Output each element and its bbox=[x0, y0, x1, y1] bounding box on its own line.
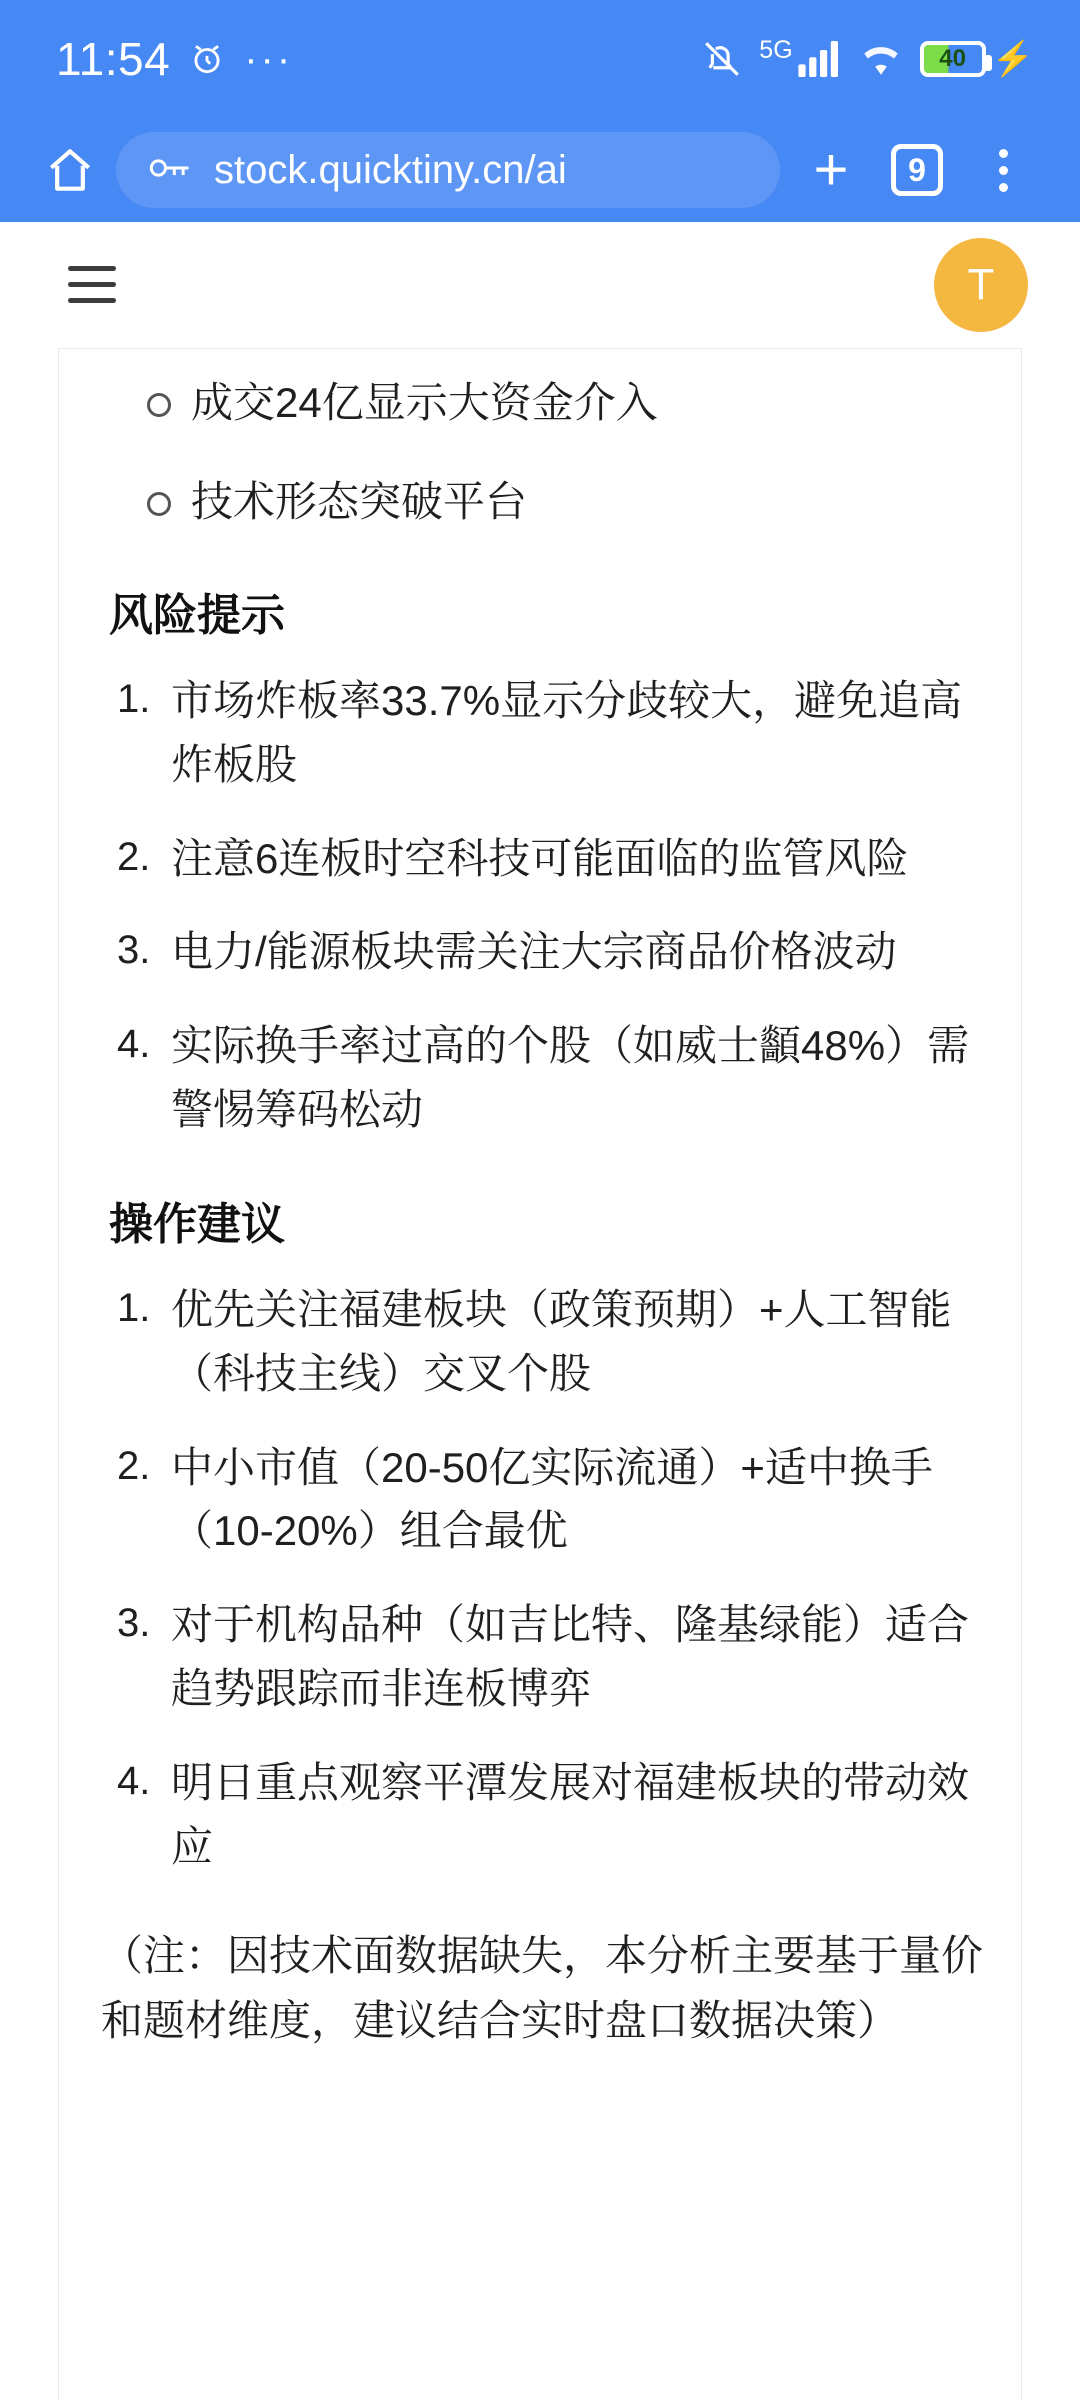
list-item: 注意6连板时空科技可能面临的监管风险 bbox=[171, 834, 909, 882]
browser-toolbar bbox=[0, 118, 1080, 222]
alarm-icon bbox=[188, 40, 226, 78]
list-item: 明日重点观察平潭发展对福建板块的带动效应 bbox=[171, 1758, 970, 1870]
status-bar-left bbox=[56, 32, 293, 86]
url-text: stock.quicktiny.cn/ai bbox=[214, 147, 567, 192]
list-item: 技术形态突破平台 bbox=[191, 470, 985, 533]
browser-menu-icon[interactable] bbox=[960, 127, 1046, 213]
signal-5g-icon bbox=[759, 36, 841, 77]
wifi-icon bbox=[858, 40, 904, 78]
status-bar-right bbox=[701, 38, 1034, 80]
analysis-card bbox=[58, 348, 1022, 2400]
section-title-advice: 操作建议 bbox=[109, 1199, 285, 1249]
charging-bolt-icon: ⚡ bbox=[991, 40, 1034, 78]
list-item: 对于机构品种（如吉比特、隆基绿能）适合趋势跟踪而非连板博弈 bbox=[171, 1601, 970, 1713]
hamburger-icon[interactable] bbox=[68, 266, 116, 303]
site-settings-icon[interactable] bbox=[146, 151, 192, 190]
battery-percent-label: 40 bbox=[939, 45, 966, 72]
advice-list bbox=[95, 1278, 985, 1879]
list-item: 成交24亿显示大资金介入 bbox=[191, 371, 985, 434]
network-type-label: 5G bbox=[759, 36, 793, 64]
page-content bbox=[0, 348, 1080, 2400]
status-overflow-dots: ··· bbox=[244, 37, 294, 81]
status-clock: 11:54 bbox=[56, 33, 171, 85]
home-icon[interactable] bbox=[28, 128, 112, 212]
list-item: 市场炸板率33.7%显示分歧较大，避免追高炸板股 bbox=[171, 677, 963, 788]
list-item: 实际换手率过高的个股（如威士顲48%）需警惕筹码松动 bbox=[171, 1022, 970, 1134]
new-tab-icon[interactable]: + bbox=[813, 136, 849, 203]
tab-count-label: 9 bbox=[891, 144, 943, 196]
status-bar bbox=[0, 0, 1080, 118]
list-item: 电力/能源板块需关注大宗商品价格波动 bbox=[171, 928, 897, 976]
risk-list bbox=[95, 669, 985, 1142]
top-bullet-list bbox=[95, 371, 985, 533]
list-item: 中小市值（20-50亿实际流通）+适中换手（10-20%）组合最优 bbox=[171, 1443, 933, 1555]
address-bar[interactable] bbox=[116, 132, 780, 208]
section-title-risk: 风险提示 bbox=[109, 591, 285, 640]
notifications-off-icon bbox=[701, 38, 743, 80]
list-item: 优先关注福建板块（政策预期）+人工智能（科技主线）交叉个股 bbox=[171, 1285, 952, 1397]
site-header bbox=[0, 222, 1080, 348]
footnote: （注：因技术面数据缺失，本分析主要基于量价和题材维度，建议结合实时盘口数据决策） bbox=[101, 1931, 984, 2044]
battery-icon bbox=[920, 41, 1034, 77]
tab-switcher-icon[interactable] bbox=[874, 127, 960, 213]
avatar[interactable]: T bbox=[934, 238, 1028, 332]
analysis-card-body bbox=[95, 349, 985, 2053]
